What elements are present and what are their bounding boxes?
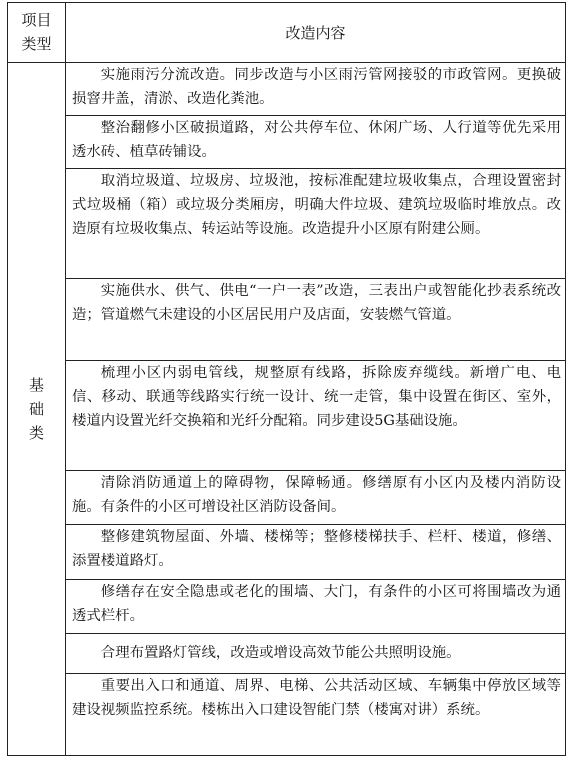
table-row [8,470,566,524]
category-label: 基础类 [29,375,45,442]
table-row [8,525,566,579]
content-cell: 取消垃圾道、垃圾房、垃圾池，按标准配建垃圾收集点，合理设置密封式垃圾桶（箱）或垃圾分类厢房，明确大件垃圾、建筑垃圾临时堆放点。改造原有垃圾收集点、转运站等设施。改造提升小区原有附建公厕。 [66,169,566,279]
table-row [8,169,566,279]
content-cell: 梳理小区内弱电管线，规整原有线路，拆除废弃缆线。新增广电、电信、移动、联通等线路实行统一设计、统一走管，集中设置在街区、室外，楼道内设置光纤交换箱和光纤分配箱。同步建设5G基础设施。 [66,361,566,471]
table-row [8,115,566,168]
content-cell: 实施雨污分流改造。同步改造与小区雨污管网接驳的市政管网。更换破损窨井盖，清淤、改造化粪池。 [66,62,566,115]
renovation-table [7,2,566,756]
content-cell: 整治翻修小区破损道路，对公共停车位、休闲广场、人行道等优先采用透水砖、植草砖铺设。 [66,115,566,168]
table-row [8,62,566,115]
table-row [8,633,566,673]
content-cell: 清除消防通道上的障碍物，保障畅通。修缮原有小区内及楼内消防设施。有条件的小区可增设社区消防设备间。 [66,470,566,524]
header-type-cell [8,3,66,63]
header-type-label: 项目类型 [21,11,52,54]
content-cell: 实施供水、供气、供电“一户一表”改造，三表出户或智能化抄表系统改造；管道燃气未建设的小区居民用户及店面，安装燃气管道。 [66,278,566,360]
content-cell: 整修建筑物屋面、外墙、楼梯等；整修楼梯扶手、栏杆、楼道，修缮、添置楼道路灯。 [66,525,566,579]
category-cell [8,62,66,756]
table-row [8,673,566,755]
table-row [8,361,566,471]
table-header-row [8,3,566,63]
table-row [8,579,566,633]
table-row [8,278,566,360]
content-cell: 合理布置路灯管线，改造或增设高效节能公共照明设施。 [66,633,566,673]
content-cell: 重要出入口和通道、周界、电梯、公共活动区域、车辆集中停放区域等建设视频监控系统。楼栋出入口建设智能门禁（楼寓对讲）系统。 [66,673,566,755]
header-content-cell: 改造内容 [66,3,566,63]
content-cell: 修缮存在安全隐患或老化的围墙、大门，有条件的小区可将围墙改为通透式栏杆。 [66,579,566,633]
